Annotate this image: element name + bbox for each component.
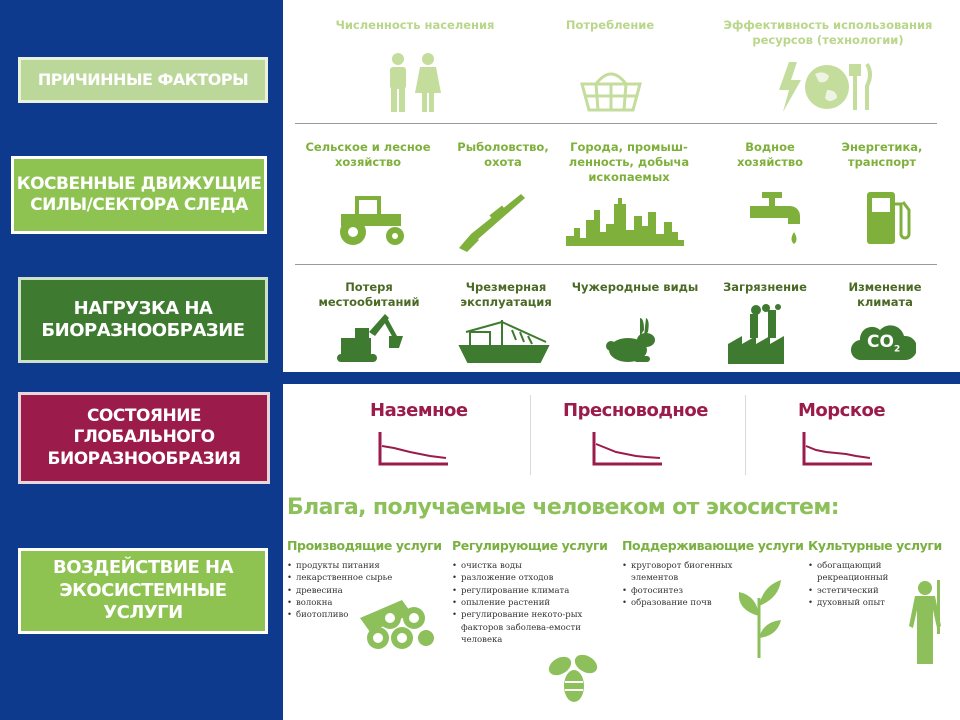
divider-1	[295, 123, 937, 124]
co2-text: $CO_2$	[867, 332, 901, 355]
list-item: • волокна	[287, 597, 417, 609]
cities-label: Города, промыш-ленность, добыча ископаемых	[568, 140, 690, 184]
list-item: • биотопливо	[287, 609, 417, 621]
label-pressure: НАГРУЗКА НА БИОРАЗНООБРАЗИЕ	[18, 277, 268, 363]
label-indirect-drivers: КОСВЕННЫЕ ДВИЖУЩИЕ СИЛЫ/СЕКТОРА СЛЕДА	[11, 156, 267, 234]
city-skyline-icon	[566, 196, 688, 246]
excavator-icon	[333, 310, 405, 364]
overexploitation-label: Чрезмерная эксплуатация	[460, 280, 552, 309]
list-item: • духовный опыт	[808, 597, 908, 609]
list-item: • фотосинтез	[622, 585, 752, 597]
freshwater-title: Пресноводное	[563, 400, 708, 421]
faucet-icon	[748, 190, 804, 250]
supporting-list	[622, 560, 752, 609]
habitat-loss-label: Потеря местообитаний	[318, 280, 420, 309]
technology-icon	[775, 60, 875, 114]
co2-subscript: 2	[893, 344, 901, 355]
list-item: • разложение отходов	[452, 572, 602, 584]
factory-icon	[728, 304, 796, 366]
list-item: • очистка воды	[452, 560, 602, 572]
label-state: СОСТОЯНИЕ ГЛОБАЛЬНОГО БИОРАЗНООБРАЗИЯ	[18, 392, 270, 484]
list-item: • обогащающий рекреационный	[808, 560, 908, 585]
fuel-pump-icon	[863, 190, 911, 246]
ecosystem-goods-title: Блага, получаемые человеком от экосистем:	[287, 495, 839, 520]
terrestrial-trend-chart	[376, 430, 450, 468]
list-item: • опыление растений	[452, 597, 602, 609]
list-item: • древесина	[287, 585, 417, 597]
people-icon	[384, 52, 444, 114]
invasive-species-label: Чужеродные виды	[571, 280, 699, 294]
list-item: • образование почв	[622, 597, 752, 609]
water-label: Водное хозяйство	[736, 140, 804, 169]
list-item: • круговорот биогенных элементов	[622, 560, 752, 585]
logs-icon	[356, 596, 434, 656]
provisioning-heading: Производящие услуги	[287, 538, 442, 553]
population-label: Численность населения	[335, 18, 495, 32]
fishing-label: Рыболовство, охота	[457, 140, 549, 169]
energy-label: Энергетика, транспорт	[841, 140, 923, 169]
regulating-heading: Регулирующие услуги	[452, 538, 608, 553]
pollution-label: Загрязнение	[723, 280, 807, 294]
cultural-list	[808, 560, 908, 609]
cultural-heading: Культурные услуги	[808, 538, 942, 553]
list-item: • регулирование некото-рых факторов заболева-емости человека	[452, 609, 602, 646]
list-item: • эстетический	[808, 585, 908, 597]
list-item: • регулирование климата	[452, 585, 602, 597]
tractor-icon	[333, 192, 413, 246]
trend-divider-2	[745, 395, 746, 475]
rabbit-icon	[606, 316, 660, 364]
trend-divider-1	[530, 395, 531, 475]
marine-title: Морское	[798, 400, 886, 421]
efficiency-label: Эффективность использования ресурсов (технологии)	[723, 18, 933, 47]
regulating-list	[452, 560, 602, 646]
plant-icon	[735, 578, 785, 658]
trawler-icon	[458, 318, 550, 364]
rifle-icon	[455, 188, 527, 254]
consumption-label: Потребление	[565, 18, 655, 32]
agriculture-label: Сельское и лесное хозяйство	[305, 140, 431, 169]
divider-2	[295, 264, 937, 265]
supporting-heading: Поддерживающие услуги	[622, 538, 804, 553]
bee-icon	[546, 652, 602, 706]
climate-change-label: Изменение климата	[848, 280, 922, 309]
marine-trend-chart	[800, 430, 874, 468]
co2-cloud-icon	[850, 320, 916, 362]
label-impact: ВОЗДЕЙСТВИЕ НА ЭКОСИСТЕМНЫЕ УСЛУГИ	[18, 548, 268, 634]
terrestrial-title: Наземное	[370, 400, 468, 421]
basket-icon	[578, 68, 644, 112]
list-item: • лекарственное сырье	[287, 572, 417, 584]
list-item: • продукты питания	[287, 560, 417, 572]
label-causes: ПРИЧИННЫЕ ФАКТОРЫ	[18, 57, 268, 103]
person-culture-icon	[905, 580, 947, 664]
freshwater-trend-chart	[590, 430, 664, 468]
